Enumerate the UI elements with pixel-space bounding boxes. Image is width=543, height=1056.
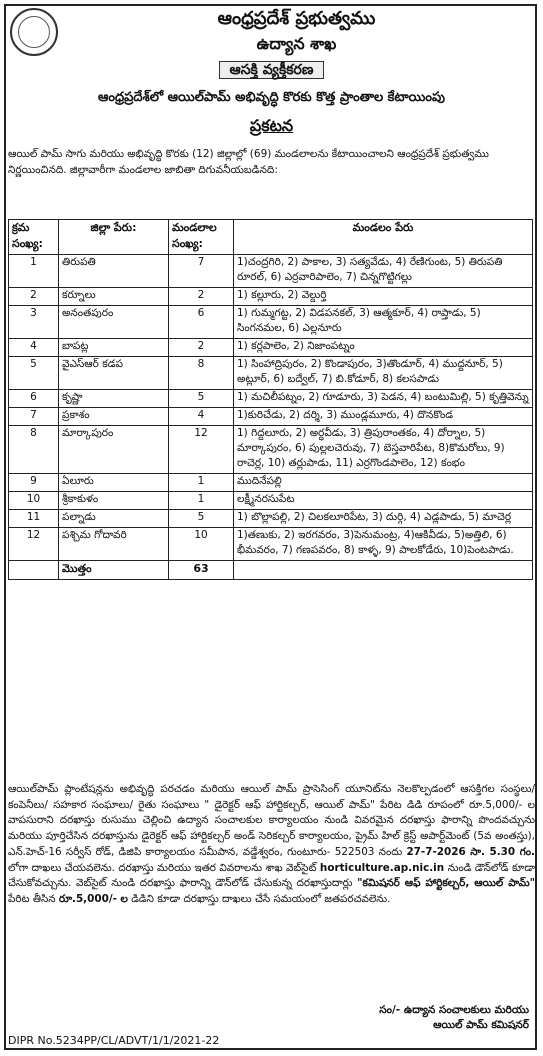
header-mandals: మండలం పేరు (234, 220, 533, 255)
row-district: ప్రకాశం (59, 408, 169, 426)
subject-heading: ఆసక్తి వ్యక్తీకరణ (0, 62, 543, 81)
fee-amount: రూ.5,000/- ల (58, 892, 128, 905)
row-sno: 5 (9, 357, 59, 390)
website-link[interactable]: horticulture.ap.nic.in (319, 861, 445, 874)
row-mandals: 1)కురిచేడు, 2) దర్శి, 3) ముండ్లమూరు, 4) దొనకొండ (234, 408, 533, 426)
row-district: మార్కాపురం (59, 426, 169, 474)
row-district: ఏలూరు (59, 474, 169, 492)
application-notice: ఆయిల్‌పామ్ ప్లాంటేషన్లను అభివృద్ధి పరచడం మరియు ఆయిల్ పామ్ ప్రాసెసింగ్ యూనిట్‌ను నెలకొల్పడంలో ఆసక్తిగల సంస్థలు/ కంపెనీలు/ సహకార సంఘాలు/ రైతు సంఘాలు " డైరెక్టర్ ఆఫ్ హార్టికల్చర్, ఆయిల్ పామ్" పేరిట డిడి రూపంలో రూ.5,000/- ల వాపసురాని దరఖాస్తు రుసుము చెల్లించి ఉద్యాన సంచాలకుల కార్యాలయం నుండి వివరమైన దరఖాస్తు ఫారాన్ని పొందవచ్చును మరియు పూర్తిచేసిన దరఖాస్తును డైరెక్టర్ ఆఫ్ హార్టికల్చర్ అండ్ సెరికల్చర్ కార్యాలయం, ప్రైమ్ హిల్ క్రెస్ట్ అపార్ట్‌మెంట్ (5వ అంతస్తు), ఎన్.హెచ్-16 సర్వీస్ రోడ్, డిజిపి కార్యాలయం సమీపాన, వడ్డేశ్వరం, గుంటూరు- 522503 నందు 27-7-2026 సా. 5.30 గం. లోగా దాఖలు చేయవలెను. దరఖాస్తు మరియు ఇతర వివరాలను శాఖ వెబ్‌సైట్ horticulture.ap.nic.in నుండి డౌన్‌లోడ్ కూడా చేసుకోవచ్చును. వెబ్‌సైట్ నుండి దరఖాస్తు ఫారాన్ని డౌన్‌లోడ్ చేసుకున్న దరఖాస్తుదార్లు "కమిషనర్ ఆఫ్ హార్టికల్చర్, ఆయిల్ పామ్" పేరిట తీసిన రూ.5,000/- ల డిడిని కూడా దరఖాస్తు దాఖలు చేసే సమయంలో జతపరచవలెను. (8, 783, 536, 905)
notice-heading: ఆంధ్రప్రదేశ్‌లో ఆయిల్‌పామ్ అభివృద్ధి కొరకు కొత్త ప్రాంతాల కేటాయింపు (98, 90, 445, 105)
row-mandals: 1)చంద్రగిరి, 2) పాకాల, 3) సత్యవేడు, 4) రేణిగుంట, 5) తిరుపతి రూరల్, 6) ఎర్రవారిపాలెం, 7) చిన్నగొట్టిగల్లు (234, 255, 533, 288)
header-district: జిల్లా పేరు: (59, 220, 169, 255)
row-count: 12 (169, 426, 234, 474)
row-mandals: 1) కల్లూరు, 2) వెల్దుర్తి (234, 288, 533, 306)
row-sno: 8 (9, 426, 59, 474)
header-count: మండలాల సంఖ్య: (169, 220, 234, 255)
deadline: 27-7-2026 సా. 5.30 గం. (406, 845, 535, 858)
row-sno: 2 (9, 288, 59, 306)
row-sno: 6 (9, 390, 59, 408)
table-row (9, 528, 533, 561)
header-sno: క్రమ సంఖ్య: (9, 220, 59, 255)
row-count: 1 (169, 492, 234, 510)
table-row (9, 492, 533, 510)
row-district: పశ్చిమ గోదావరి (59, 528, 169, 561)
row-sno: 7 (9, 408, 59, 426)
table-row (9, 306, 533, 339)
government-title: ఆంధ్రప్రదేశ్ ప్రభుత్వము (217, 8, 376, 29)
row-count: 10 (169, 528, 234, 561)
row-mandals: 1) కర్లపాలెం, 2) నిజాంపట్నం (234, 339, 533, 357)
row-mandals: 1)తణుకు, 2) ఇరగవరం, 3)పెనుమంట్ర, 4)ఆకివీడు, 5)అత్తిలి, 6) భీమవరం, 7) గణపవరం, 8) కాళ్ళ, 9) పాలకోడేరు, 10)పెంటపాడు. (234, 528, 533, 561)
table-row (9, 255, 533, 288)
row-count: 6 (169, 306, 234, 339)
row-sno: 1 (9, 255, 59, 288)
row-sno: 11 (9, 510, 59, 528)
row-district: బాపట్ల (59, 339, 169, 357)
table-row (9, 474, 533, 492)
dipr-number: DIPR No.5234PP/CL/ADVT/1/1/2021-22 (8, 1034, 220, 1047)
signature-line-2: ఆయిల్ పామ్ కమిషనర్ (433, 1019, 529, 1031)
mandal-allocation-table (8, 219, 533, 580)
row-sno: 12 (9, 528, 59, 561)
total-count: 63 (169, 561, 234, 580)
row-district: తిరుపతి (59, 255, 169, 288)
table-header-row (9, 220, 533, 255)
row-sno: 9 (9, 474, 59, 492)
row-count: 8 (169, 357, 234, 390)
row-mandals: 1) మచిలీపట్నం, 2) గూడూరు, 3) పెడన, 4) బంటుమిల్లి, 5) కృత్తివెన్ను (234, 390, 533, 408)
table-row (9, 510, 533, 528)
row-mandals: 1) బొల్లాపల్లి, 2) చిలకలూరిపేట, 3) దుర్గి, 4) ఎడ్లపాడు, 5) మాచెర్ల (234, 510, 533, 528)
row-count: 5 (169, 510, 234, 528)
row-mandals: 1) గుమ్మగట్ట, 2) విడపనకల్, 3) ఆత్మకూర్, 4) రాప్తాడు, 5) సింగనమల, 6) ఎల్లనూరు (234, 306, 533, 339)
payee-name: "కమిషనర్ ఆఫ్ హార్టికల్చర్, ఆయిల్ పామ్" (357, 877, 536, 890)
row-mandals: 1) సింహాద్రిపురం, 2) కొండాపురం, 3)తొండూర్, 4) ముద్దనూర్, 5) అట్లూర్, 6) బద్వేల్, 7) బి.కోడూర్, 8) కలసపాడు (234, 357, 533, 390)
row-count: 2 (169, 288, 234, 306)
row-district: కృష్ణా (59, 390, 169, 408)
table-row (9, 339, 533, 357)
row-district: అనంతపురం (59, 306, 169, 339)
signature-block (379, 1003, 529, 1033)
table-row (9, 426, 533, 474)
total-label: మొత్తం (59, 561, 169, 580)
table-row (9, 288, 533, 306)
row-count: 7 (169, 255, 234, 288)
table-row (9, 357, 533, 390)
row-district: వైఎస్ఆర్ కడప (59, 357, 169, 390)
table-total-row (9, 561, 533, 580)
department-name: ఉద్యాన శాఖ (256, 34, 337, 53)
row-count: 5 (169, 390, 234, 408)
intro-paragraph: ఆయిల్ పామ్ సాగు మరియు అభివృద్ధి కొరకు (12) జిల్లాల్లో (69) మండలాలను కేటాయించాలని ఆంధ్రప్రదేశ్ ప్రభుత్వము నిర్ణయించినది. జిల్లావారీగా మండలాల జాబితా దిగువనీయబడినది: (8, 148, 489, 176)
row-district: పల్నాడు (59, 510, 169, 528)
row-district: కర్నూలు (59, 288, 169, 306)
table-row (9, 390, 533, 408)
row-mandals: ముదినేపల్లి (234, 474, 533, 492)
row-district: శ్రీకాకుళం (59, 492, 169, 510)
row-mandals: 1) గిద్దలూరు, 2) అర్ధవీడు, 3) త్రిపురాంతకం, 4) దోర్నాల, 5) మార్కాపురం, 6) పుల్లలచెరువు, 7) బెస్తవారిపేట, 8)కొమరోలు, 9) రాచెర్ల, 10) తర్లుపాడు, 11) ఎర్రగొండపాలెం, 12) కంభం (234, 426, 533, 474)
signature-line-1: సం/- ఉద్యాన సంచాలకులు మరియు (379, 1004, 529, 1016)
table-row (9, 408, 533, 426)
row-sno: 10 (9, 492, 59, 510)
row-sno: 4 (9, 339, 59, 357)
row-count: 4 (169, 408, 234, 426)
government-emblem-icon (10, 8, 58, 56)
notice-title: ప్రకటన (249, 116, 294, 135)
row-count: 1 (169, 474, 234, 492)
row-sno: 3 (9, 306, 59, 339)
row-mandals: లక్ష్మీనరసుపేట (234, 492, 533, 510)
row-count: 2 (169, 339, 234, 357)
